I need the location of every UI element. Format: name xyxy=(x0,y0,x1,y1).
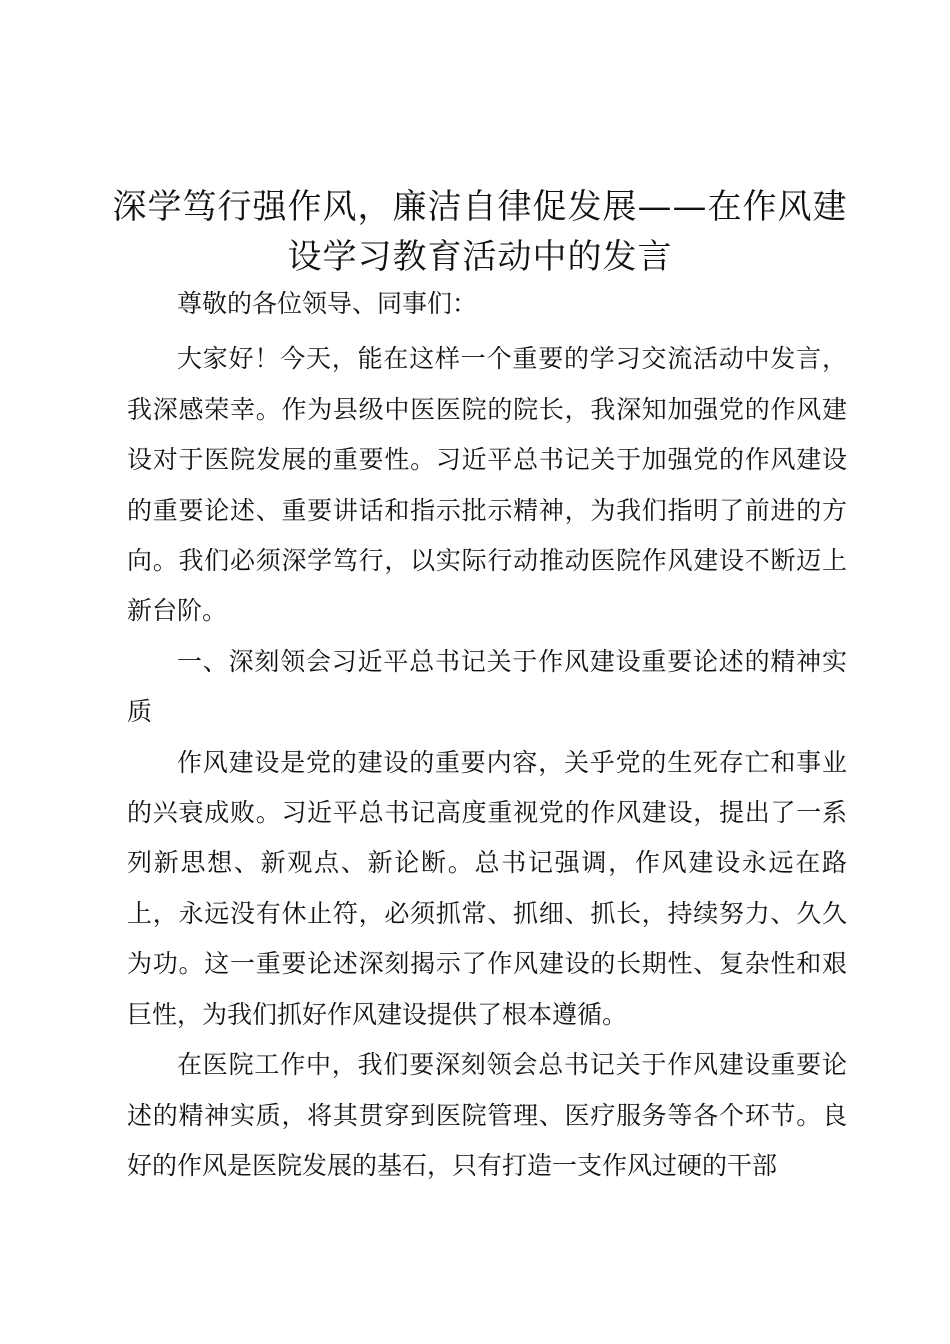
document-body xyxy=(127,279,847,1191)
paragraph-section-1: 作风建设是党的建设的重要内容，关乎党的生死存亡和事业的兴衰成败。习近平总书记高度重视党的作风建设，提出了一系列新思想、新观点、新论断。总书记强调，作风建设永远在路上，永远没有休止符，必须抓常、抓细、抓长，持续努力、久久为功。这一重要论述深刻揭示了作风建设的长期性、复杂性和艰巨性，为我们抓好作风建设提供了根本遵循。 xyxy=(127,747,847,1029)
paragraph-greeting: 大家好！今天，能在这样一个重要的学习交流活动中发言，我深感荣幸。作为县级中医医院的院长，我深知加强党的作风建设对于医院发展的重要性。习近平总书记关于加强党的作风建设的重要论述、重要讲话和指示批示精神，为我们指明了前进的方向。我们必须深学笃行，以实际行动推动医院作风建设不断迈上新台阶。 xyxy=(127,344,847,626)
paragraph-hospital-work: 在医院工作中，我们要深刻领会总书记关于作风建设重要论述的精神实质，将其贯穿到医院管理、医疗服务等各个环节。良好的作风是医院发展的基石，只有打造一支作风过硬的干部 xyxy=(127,1050,847,1180)
salutation: 尊敬的各位领导、同事们： xyxy=(177,289,478,318)
document-title: 深学笃行强作风，廉洁自律促发展——在作风建设学习教育活动中的发言 xyxy=(112,187,848,277)
section-heading-1: 一、深刻领会习近平总书记关于作风建设重要论述的精神实质 xyxy=(127,646,847,727)
